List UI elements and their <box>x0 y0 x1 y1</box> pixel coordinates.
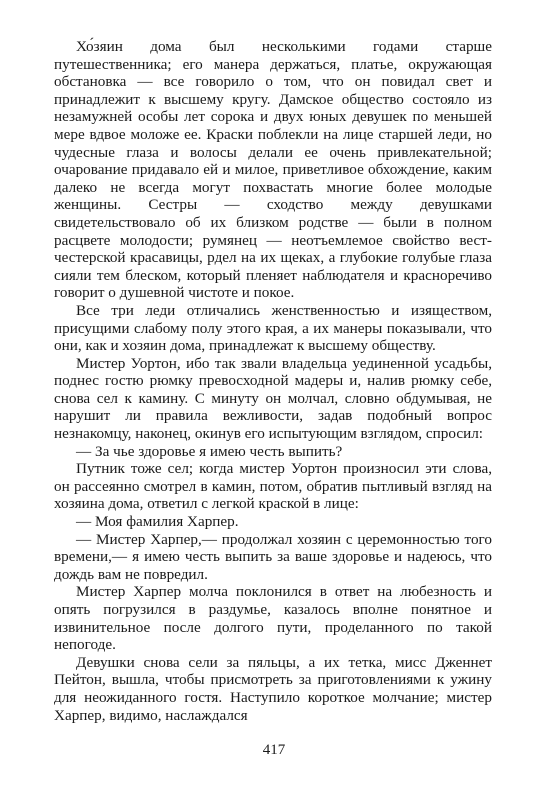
paragraph: Все три леди отличались женственностью и изяществом, присущими слабому полу этого края, а их манеры показывали, что они, как и хозяин дома, принадлежат к высшему обществу. <box>54 301 492 355</box>
dialog-line: — Мистер Харпер,— продолжал хозяин с церемонностью того времени,— я имею честь выпить за ваше здоровье и надеюсь, что дождь вам не повредил. <box>54 530 492 583</box>
paragraph: Мистер Уортон, ибо так звали владельца уединенной усадьбы, поднес гостю рюмку превосходной мадеры и, налив рюмку себе, снова сел к камину. С минуту он молчал, словно обдумывая, не нарушит ли правила вежливости, задав подобный вопрос незнакомцу, наконец, окинув его испытующим взглядом, спросил: <box>54 354 492 443</box>
paragraph: Хо́зяин дома был несколькими годами старше путешественника; его манера держаться, платье, окружающая обстановка — все говорило о том, что он повидал свет и принадлежит к высшему кругу. Дамское общество состояло из незамужней особы лет сорока и двух юных девушек по меньшей мере вдвое моложе ее. Краски поблекли на лице старшей леди, но чудесные глаза и волосы делали ее очень привлекательной; очарование придавало ей и милое, приветливое обхождение, каким далеко не всегда могут похвастать многие более молодые женщины. Сестры — сходство между девушками свидетельствовало об их близком родстве — были в полном расцвете молодости; румянец — неотъемлемое свойство вест-честерской красавицы, рдел на их щеках, а глубокие голубые глаза сияли тем блеском, который пленяет наблюдателя и красноречиво говорит о душевной чистоте и покое. <box>54 38 492 302</box>
page-number: 417 <box>262 742 286 758</box>
dialog-line: — Моя фамилия Харпер. <box>76 513 239 531</box>
paragraph: Девушки снова сели за пяльцы, а их тетка, мисс Дженнет Пейтон, вышла, чтобы присмотреть за приготовлениями к ужину для неожиданного гостя. Наступило короткое молчание; мистер Харпер, видимо, наслаждался <box>54 653 492 724</box>
dialog-line: — За чье здоровье я имею честь выпить? <box>76 442 343 460</box>
page-text <box>54 38 492 724</box>
paragraph: Мистер Харпер молча поклонился в ответ на любезность и опять погрузился в раздумье, казалось вполне понятное и извинительное после долгого пути, проделанного по такой непогоде. <box>54 583 492 654</box>
paragraph: Путник тоже сел; когда мистер Уортон произносил эти слова, он рассеянно смотрел в камин, потом, обратив пытливый взгляд на хозяина дома, ответил с легкой краской в лице: <box>54 460 492 513</box>
